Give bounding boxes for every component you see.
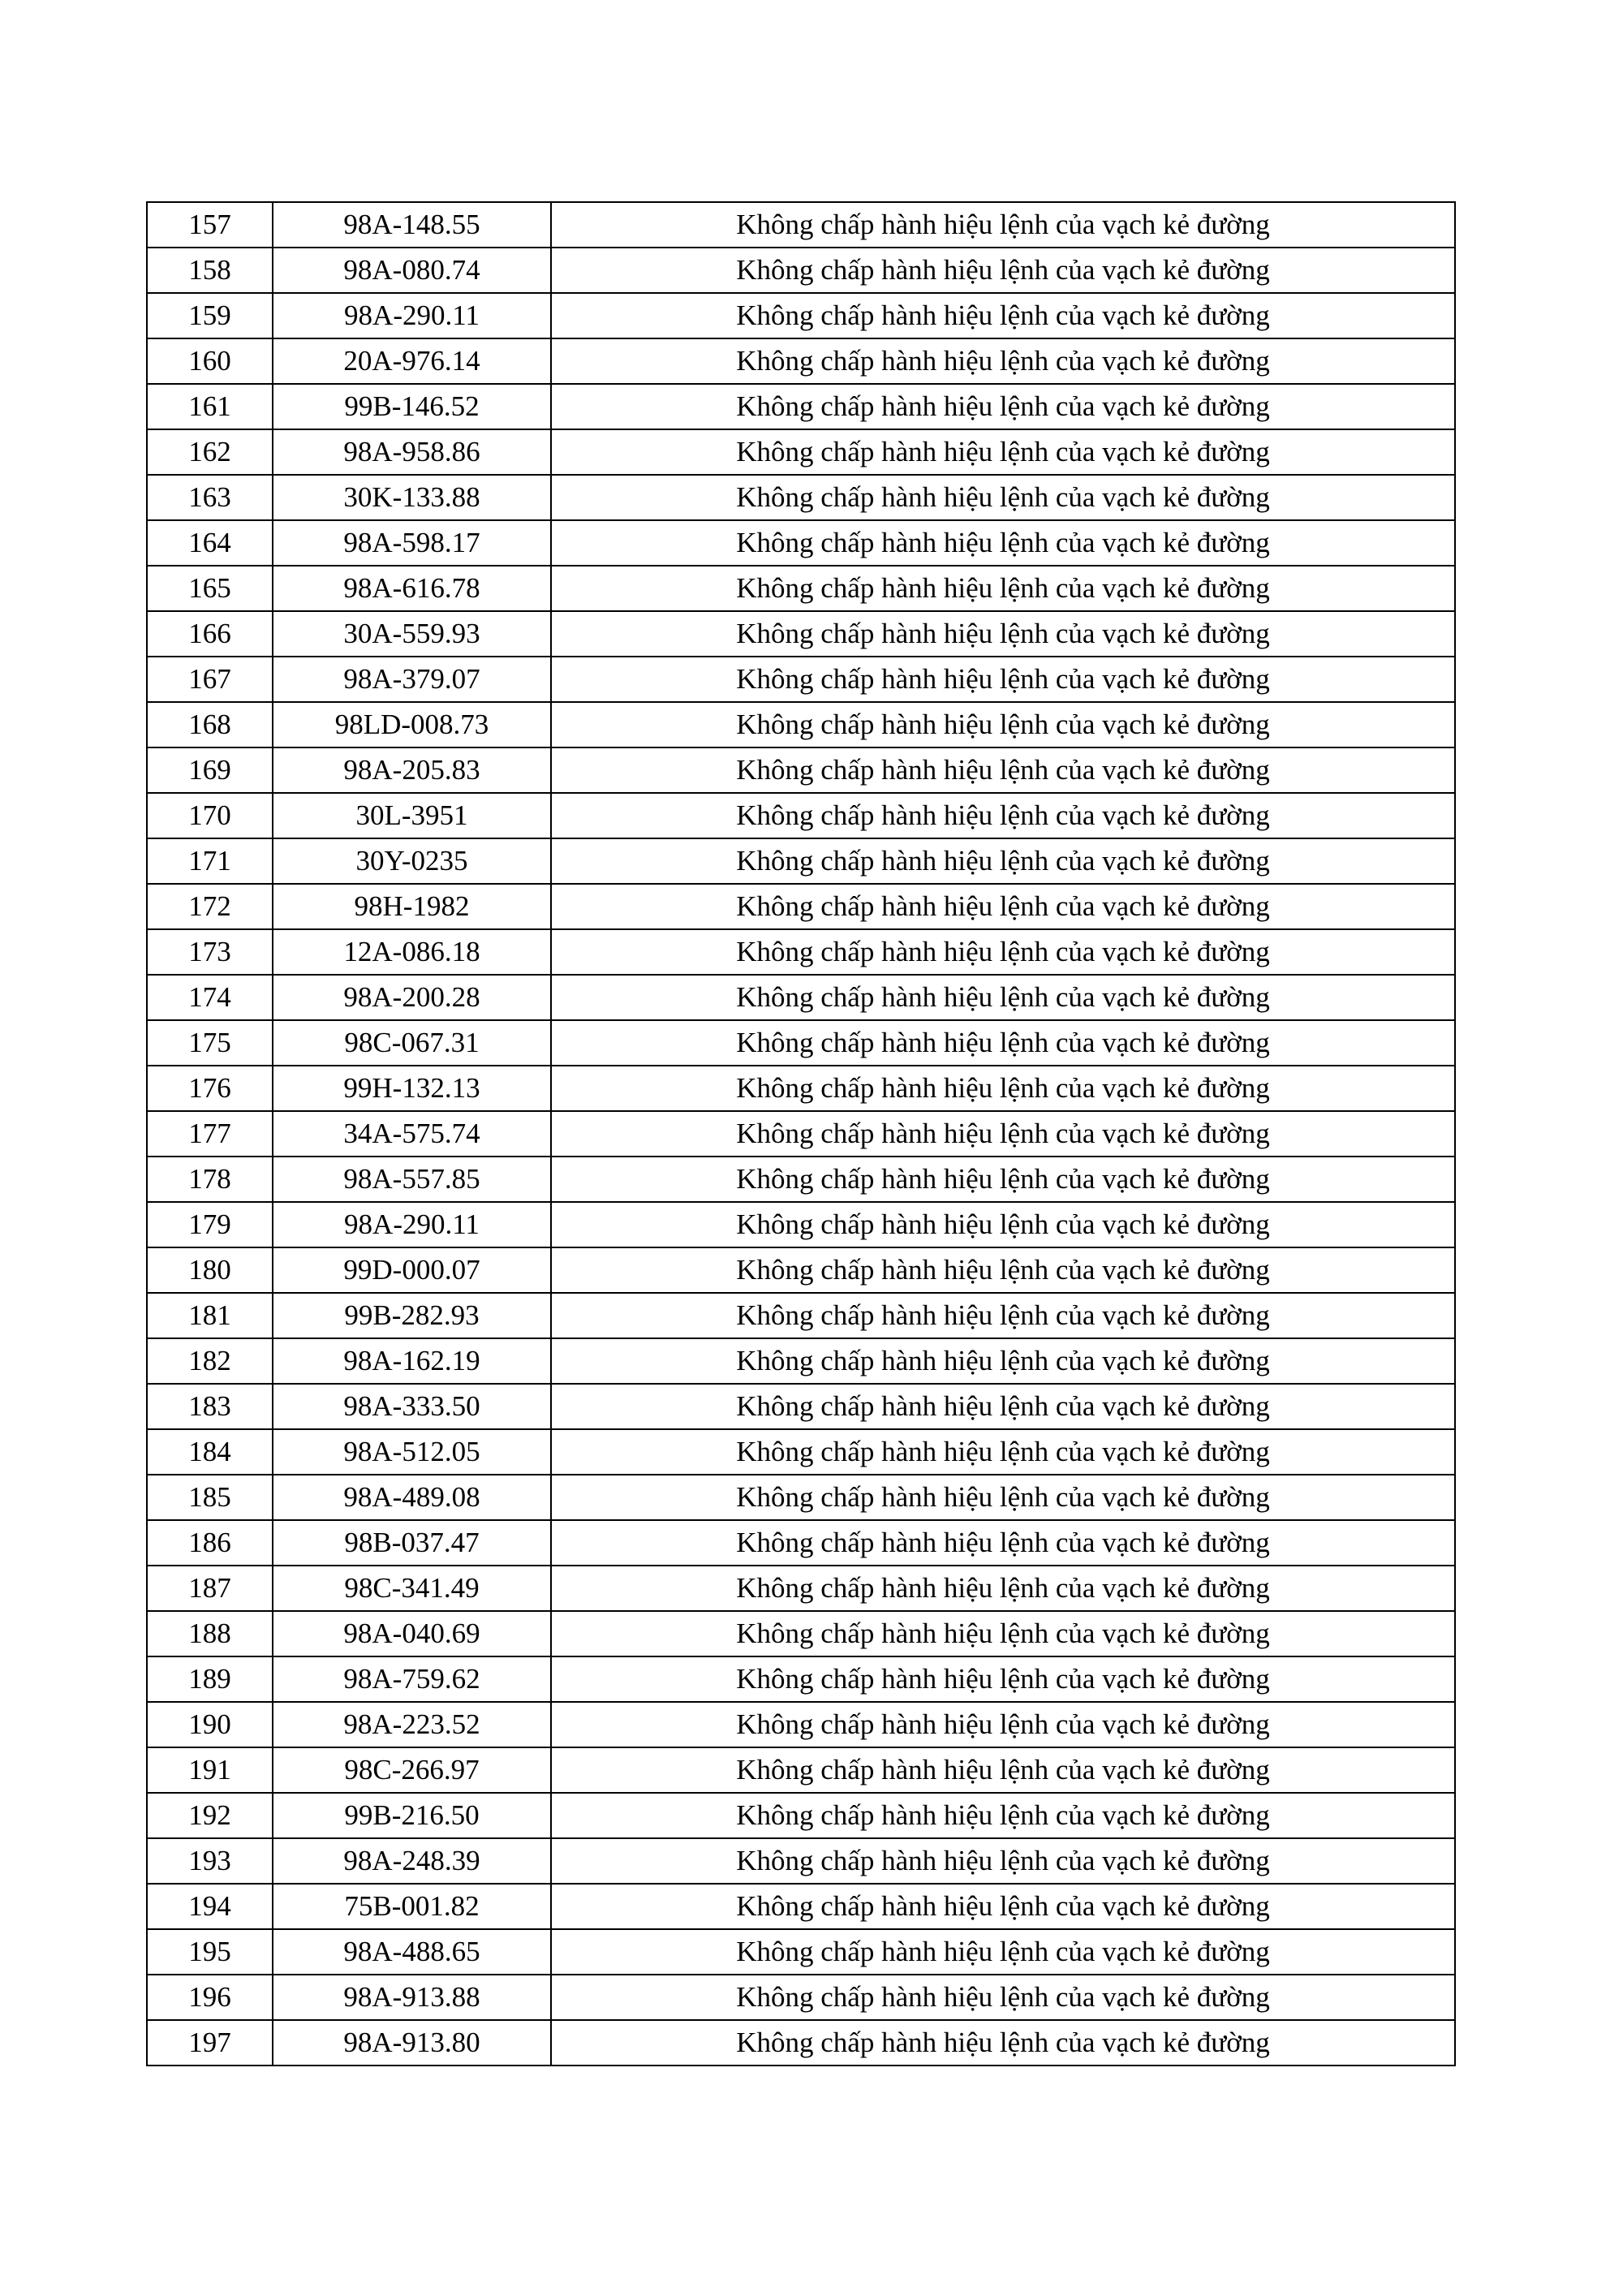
cell-stt: 164 — [147, 520, 273, 566]
table-row — [147, 657, 1455, 702]
cell-stt: 183 — [147, 1384, 273, 1429]
cell-stt: 157 — [147, 202, 273, 248]
cell-license-plate: 99B-146.52 — [273, 384, 551, 429]
cell-license-plate: 98LD-008.73 — [273, 702, 551, 747]
cell-stt: 172 — [147, 884, 273, 929]
cell-stt: 186 — [147, 1520, 273, 1566]
cell-license-plate: 98A-205.83 — [273, 747, 551, 793]
cell-stt: 171 — [147, 838, 273, 884]
cell-stt: 163 — [147, 475, 273, 520]
table-row — [147, 384, 1455, 429]
cell-stt: 176 — [147, 1066, 273, 1111]
cell-license-plate: 98A-489.08 — [273, 1475, 551, 1520]
cell-license-plate: 98A-913.80 — [273, 2020, 551, 2066]
table-row — [147, 1384, 1455, 1429]
cell-violation-description: Không chấp hành hiệu lệnh của vạch kẻ đường — [551, 747, 1455, 793]
table-row — [147, 884, 1455, 929]
cell-violation-description: Không chấp hành hiệu lệnh của vạch kẻ đường — [551, 793, 1455, 838]
cell-stt: 188 — [147, 1611, 273, 1656]
table-row — [147, 1475, 1455, 1520]
table-row — [147, 1838, 1455, 1884]
table-row — [147, 1702, 1455, 1747]
table-row — [147, 1293, 1455, 1338]
cell-license-plate: 99H-132.13 — [273, 1066, 551, 1111]
cell-violation-description: Không chấp hành hiệu lệnh của vạch kẻ đường — [551, 1475, 1455, 1520]
cell-license-plate: 20A-976.14 — [273, 338, 551, 384]
cell-violation-description: Không chấp hành hiệu lệnh của vạch kẻ đường — [551, 1747, 1455, 1793]
cell-license-plate: 98C-266.97 — [273, 1747, 551, 1793]
cell-violation-description: Không chấp hành hiệu lệnh của vạch kẻ đường — [551, 1611, 1455, 1656]
cell-license-plate: 98A-162.19 — [273, 1338, 551, 1384]
violations-table-body — [147, 202, 1455, 2066]
cell-license-plate: 98A-080.74 — [273, 248, 551, 293]
cell-violation-description: Không chấp hành hiệu lệnh của vạch kẻ đường — [551, 611, 1455, 657]
cell-violation-description: Không chấp hành hiệu lệnh của vạch kẻ đường — [551, 1838, 1455, 1884]
cell-stt: 192 — [147, 1793, 273, 1838]
cell-violation-description: Không chấp hành hiệu lệnh của vạch kẻ đường — [551, 657, 1455, 702]
cell-violation-description: Không chấp hành hiệu lệnh của vạch kẻ đường — [551, 1702, 1455, 1747]
cell-license-plate: 30K-133.88 — [273, 475, 551, 520]
cell-violation-description: Không chấp hành hiệu lệnh của vạch kẻ đường — [551, 202, 1455, 248]
cell-violation-description: Không chấp hành hiệu lệnh của vạch kẻ đường — [551, 475, 1455, 520]
cell-violation-description: Không chấp hành hiệu lệnh của vạch kẻ đường — [551, 1020, 1455, 1066]
cell-license-plate: 98C-341.49 — [273, 1566, 551, 1611]
table-row — [147, 702, 1455, 747]
cell-stt: 191 — [147, 1747, 273, 1793]
cell-stt: 182 — [147, 1338, 273, 1384]
cell-license-plate: 30Y-0235 — [273, 838, 551, 884]
cell-violation-description: Không chấp hành hiệu lệnh của vạch kẻ đường — [551, 2020, 1455, 2066]
cell-stt: 179 — [147, 1202, 273, 1247]
table-row — [147, 975, 1455, 1020]
cell-stt: 168 — [147, 702, 273, 747]
cell-violation-description: Không chấp hành hiệu lệnh của vạch kẻ đường — [551, 975, 1455, 1020]
table-row — [147, 1747, 1455, 1793]
violations-table — [146, 201, 1456, 2066]
table-row — [147, 1520, 1455, 1566]
cell-license-plate: 98A-290.11 — [273, 1202, 551, 1247]
cell-license-plate: 98A-379.07 — [273, 657, 551, 702]
table-row — [147, 338, 1455, 384]
cell-stt: 185 — [147, 1475, 273, 1520]
table-row — [147, 929, 1455, 975]
cell-stt: 178 — [147, 1157, 273, 1202]
table-row — [147, 520, 1455, 566]
table-row — [147, 1656, 1455, 1702]
table-row — [147, 1429, 1455, 1475]
table-row — [147, 1020, 1455, 1066]
cell-stt: 174 — [147, 975, 273, 1020]
cell-violation-description: Không chấp hành hiệu lệnh của vạch kẻ đường — [551, 1520, 1455, 1566]
cell-license-plate: 98C-067.31 — [273, 1020, 551, 1066]
cell-violation-description: Không chấp hành hiệu lệnh của vạch kẻ đường — [551, 520, 1455, 566]
cell-stt: 187 — [147, 1566, 273, 1611]
cell-stt: 158 — [147, 248, 273, 293]
table-row — [147, 1202, 1455, 1247]
cell-license-plate: 12A-086.18 — [273, 929, 551, 975]
cell-license-plate: 98H-1982 — [273, 884, 551, 929]
cell-license-plate: 99B-282.93 — [273, 1293, 551, 1338]
cell-license-plate: 75B-001.82 — [273, 1884, 551, 1929]
cell-violation-description: Không chấp hành hiệu lệnh của vạch kẻ đường — [551, 884, 1455, 929]
cell-stt: 184 — [147, 1429, 273, 1475]
cell-violation-description: Không chấp hành hiệu lệnh của vạch kẻ đường — [551, 566, 1455, 611]
cell-violation-description: Không chấp hành hiệu lệnh của vạch kẻ đường — [551, 429, 1455, 475]
cell-license-plate: 98A-598.17 — [273, 520, 551, 566]
table-row — [147, 1611, 1455, 1656]
cell-stt: 177 — [147, 1111, 273, 1157]
cell-stt: 197 — [147, 2020, 273, 2066]
cell-stt: 162 — [147, 429, 273, 475]
cell-license-plate: 99D-000.07 — [273, 1247, 551, 1293]
cell-stt: 165 — [147, 566, 273, 611]
cell-stt: 190 — [147, 1702, 273, 1747]
cell-license-plate: 98A-333.50 — [273, 1384, 551, 1429]
table-row — [147, 611, 1455, 657]
cell-violation-description: Không chấp hành hiệu lệnh của vạch kẻ đường — [551, 1293, 1455, 1338]
cell-violation-description: Không chấp hành hiệu lệnh của vạch kẻ đường — [551, 1929, 1455, 1975]
table-row — [147, 248, 1455, 293]
table-row — [147, 1111, 1455, 1157]
cell-stt: 195 — [147, 1929, 273, 1975]
cell-license-plate: 98A-248.39 — [273, 1838, 551, 1884]
cell-stt: 161 — [147, 384, 273, 429]
table-row — [147, 1975, 1455, 2020]
cell-stt: 181 — [147, 1293, 273, 1338]
cell-violation-description: Không chấp hành hiệu lệnh của vạch kẻ đường — [551, 1111, 1455, 1157]
cell-license-plate: 98A-488.65 — [273, 1929, 551, 1975]
table-row — [147, 566, 1455, 611]
cell-license-plate: 98B-037.47 — [273, 1520, 551, 1566]
cell-violation-description: Không chấp hành hiệu lệnh của vạch kẻ đường — [551, 1247, 1455, 1293]
table-row — [147, 1338, 1455, 1384]
cell-violation-description: Không chấp hành hiệu lệnh của vạch kẻ đường — [551, 1429, 1455, 1475]
cell-violation-description: Không chấp hành hiệu lệnh của vạch kẻ đường — [551, 384, 1455, 429]
cell-stt: 196 — [147, 1975, 273, 2020]
cell-stt: 167 — [147, 657, 273, 702]
cell-stt: 160 — [147, 338, 273, 384]
cell-license-plate: 98A-958.86 — [273, 429, 551, 475]
cell-stt: 170 — [147, 793, 273, 838]
table-row — [147, 838, 1455, 884]
cell-license-plate: 30L-3951 — [273, 793, 551, 838]
cell-stt: 189 — [147, 1656, 273, 1702]
table-row — [147, 293, 1455, 338]
table-row — [147, 1566, 1455, 1611]
cell-license-plate: 98A-557.85 — [273, 1157, 551, 1202]
cell-stt: 166 — [147, 611, 273, 657]
table-row — [147, 475, 1455, 520]
cell-license-plate: 98A-223.52 — [273, 1702, 551, 1747]
cell-license-plate: 98A-759.62 — [273, 1656, 551, 1702]
cell-license-plate: 98A-148.55 — [273, 202, 551, 248]
cell-violation-description: Không chấp hành hiệu lệnh của vạch kẻ đường — [551, 1793, 1455, 1838]
cell-violation-description: Không chấp hành hiệu lệnh của vạch kẻ đường — [551, 293, 1455, 338]
cell-license-plate: 98A-616.78 — [273, 566, 551, 611]
violations-table-container — [146, 201, 1454, 2066]
cell-violation-description: Không chấp hành hiệu lệnh của vạch kẻ đường — [551, 1384, 1455, 1429]
cell-violation-description: Không chấp hành hiệu lệnh của vạch kẻ đường — [551, 702, 1455, 747]
table-row — [147, 1157, 1455, 1202]
cell-stt: 173 — [147, 929, 273, 975]
cell-violation-description: Không chấp hành hiệu lệnh của vạch kẻ đường — [551, 1884, 1455, 1929]
cell-stt: 180 — [147, 1247, 273, 1293]
cell-license-plate: 98A-512.05 — [273, 1429, 551, 1475]
table-row — [147, 2020, 1455, 2066]
table-row — [147, 793, 1455, 838]
table-row — [147, 202, 1455, 248]
cell-license-plate: 98A-200.28 — [273, 975, 551, 1020]
cell-license-plate: 30A-559.93 — [273, 611, 551, 657]
cell-violation-description: Không chấp hành hiệu lệnh của vạch kẻ đường — [551, 1656, 1455, 1702]
cell-violation-description: Không chấp hành hiệu lệnh của vạch kẻ đường — [551, 1566, 1455, 1611]
cell-violation-description: Không chấp hành hiệu lệnh của vạch kẻ đường — [551, 1202, 1455, 1247]
table-row — [147, 1793, 1455, 1838]
cell-violation-description: Không chấp hành hiệu lệnh của vạch kẻ đường — [551, 248, 1455, 293]
table-row — [147, 429, 1455, 475]
cell-stt: 159 — [147, 293, 273, 338]
table-row — [147, 1066, 1455, 1111]
cell-violation-description: Không chấp hành hiệu lệnh của vạch kẻ đường — [551, 1157, 1455, 1202]
cell-stt: 193 — [147, 1838, 273, 1884]
cell-violation-description: Không chấp hành hiệu lệnh của vạch kẻ đường — [551, 929, 1455, 975]
table-row — [147, 1929, 1455, 1975]
cell-license-plate: 98A-290.11 — [273, 293, 551, 338]
table-row — [147, 1884, 1455, 1929]
cell-license-plate: 98A-040.69 — [273, 1611, 551, 1656]
table-row — [147, 747, 1455, 793]
cell-stt: 175 — [147, 1020, 273, 1066]
cell-violation-description: Không chấp hành hiệu lệnh của vạch kẻ đường — [551, 838, 1455, 884]
cell-violation-description: Không chấp hành hiệu lệnh của vạch kẻ đường — [551, 338, 1455, 384]
cell-stt: 169 — [147, 747, 273, 793]
cell-license-plate: 34A-575.74 — [273, 1111, 551, 1157]
table-row — [147, 1247, 1455, 1293]
cell-license-plate: 98A-913.88 — [273, 1975, 551, 2020]
cell-violation-description: Không chấp hành hiệu lệnh của vạch kẻ đường — [551, 1066, 1455, 1111]
cell-license-plate: 99B-216.50 — [273, 1793, 551, 1838]
cell-stt: 194 — [147, 1884, 273, 1929]
cell-violation-description: Không chấp hành hiệu lệnh của vạch kẻ đường — [551, 1975, 1455, 2020]
cell-violation-description: Không chấp hành hiệu lệnh của vạch kẻ đường — [551, 1338, 1455, 1384]
